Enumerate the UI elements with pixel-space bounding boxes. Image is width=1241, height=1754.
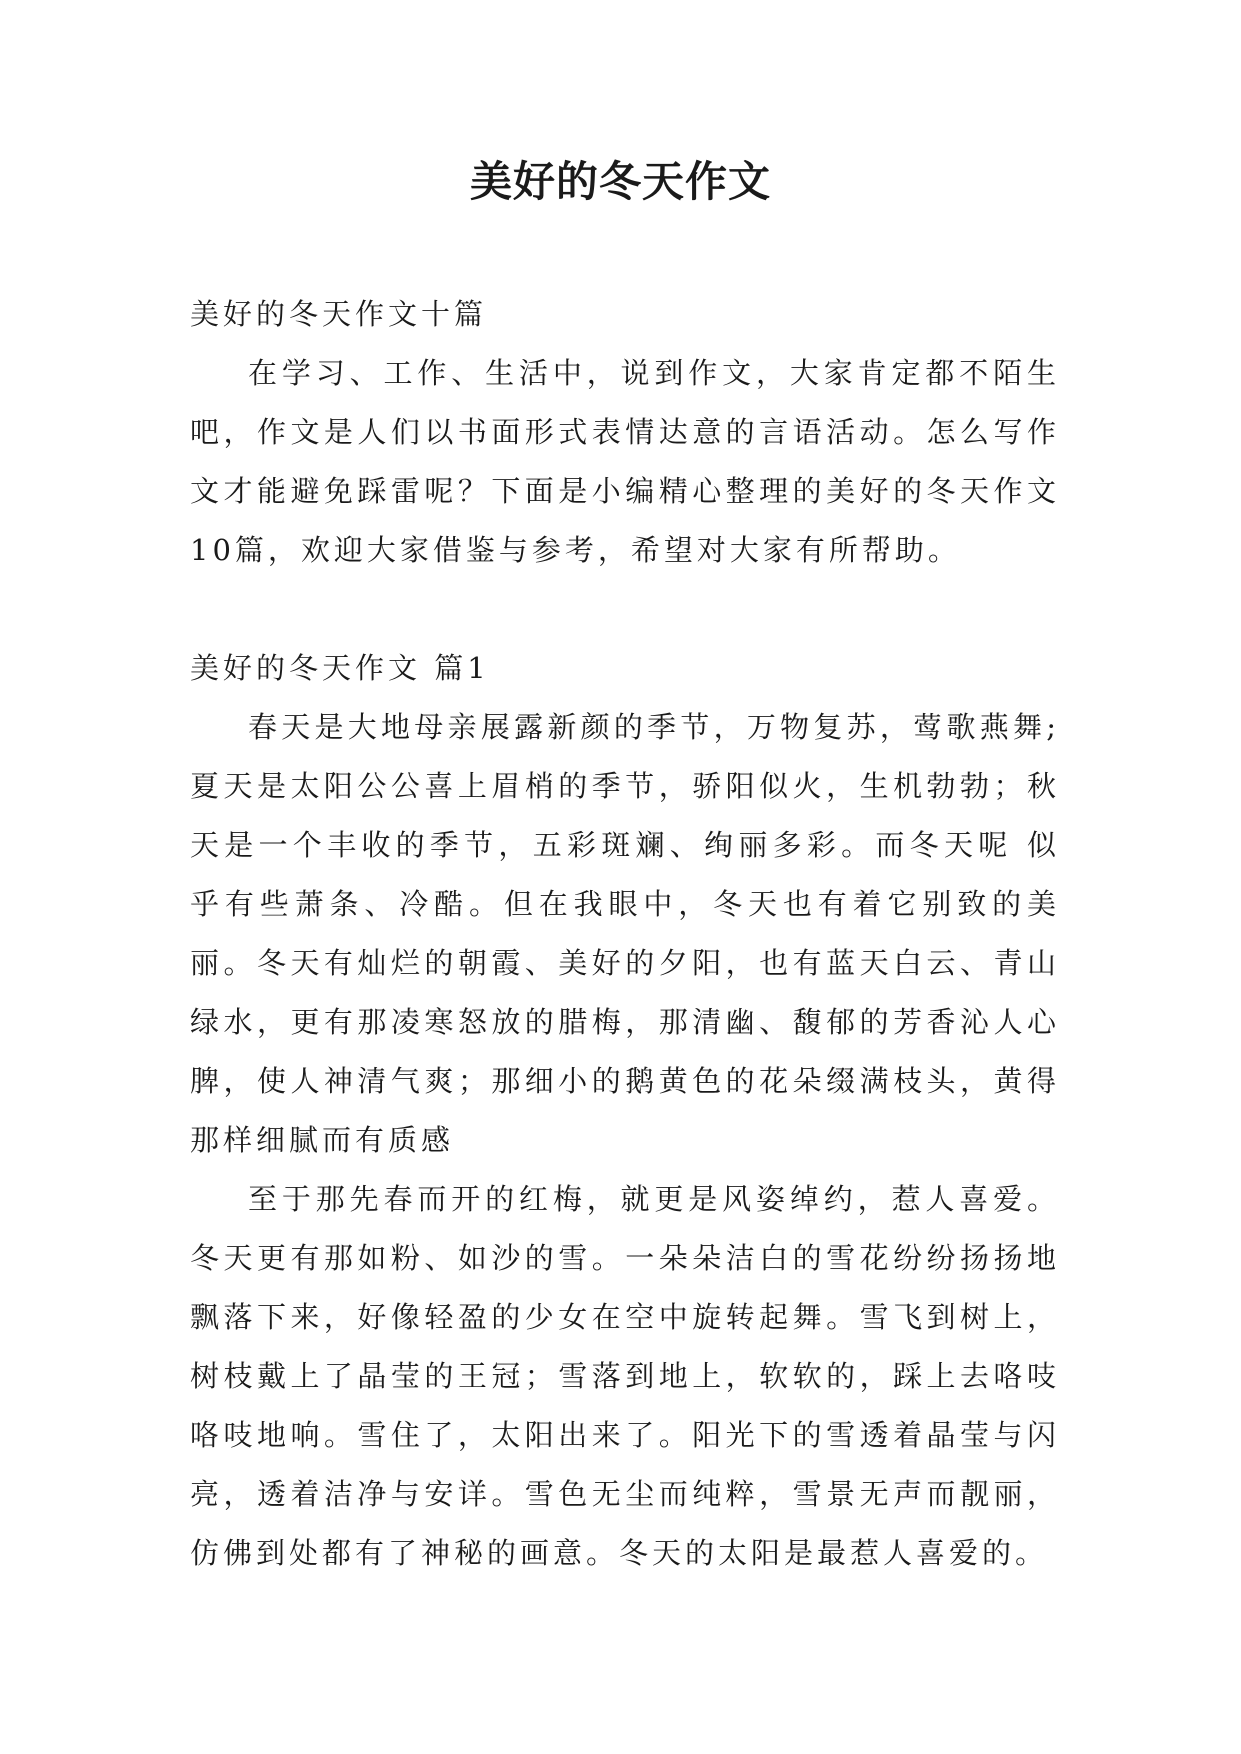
document-title: 美好的冬天作文: [469, 157, 771, 206]
body-paragraph-1: 春天是大地母亲展露新颜的季节，万物复苏，莺歌燕舞;夏天是太阳公公喜上眉梢的季节，骄阳似火，生机勃勃；秋天是一个丰收的季节，五彩斑斓、绚丽多彩。而冬天呢 似乎有些萧条、冷酷。但在我眼中，冬天也有着它别致的美丽。冬天有灿烂的朝霞、美好的夕阳，也有蓝天白云、青山绿水，更有那凌寒怒放的腊梅，那清幽、馥郁的芳香沁人心脾，使人神清气爽；那细小的鹅黄色的花朵缀满枝头，黄得那样细腻而有质感: [190, 710, 1060, 1157]
document-subtitle: 美好的冬天作文十篇: [190, 297, 488, 331]
body-paragraph-2: 至于那先春而开的红梅，就更是风姿绰约，惹人喜爱。冬天更有那如粉、如沙的雪。一朵朵洁白的雪花纷纷扬扬地飘落下来，好像轻盈的少女在空中旋转起舞。雪飞到树上，树枝戴上了晶莹的王冠；雪落到地上，软软的，踩上去咯吱咯吱地响。雪住了，太阳出来了。阳光下的雪透着晶莹与闪亮，透着洁净与安详。雪色无尘而纯粹，雪景无声而靓丽，仿佛到处都有了神秘的画意。冬天的太阳是最惹人喜爱的。: [190, 1182, 1060, 1570]
intro-paragraph: 在学习、工作、生活中，说到作文，大家肯定都不陌生吧，作文是人们以书面形式表情达意的言语活动。怎么写作文才能避免踩雷呢？下面是小编精心整理的美好的冬天作文10篇，欢迎大家借鉴与参考，希望对大家有所帮助。: [190, 356, 1060, 567]
section-heading: 美好的冬天作文 篇1: [190, 651, 490, 685]
document-body: [190, 285, 1060, 1583]
